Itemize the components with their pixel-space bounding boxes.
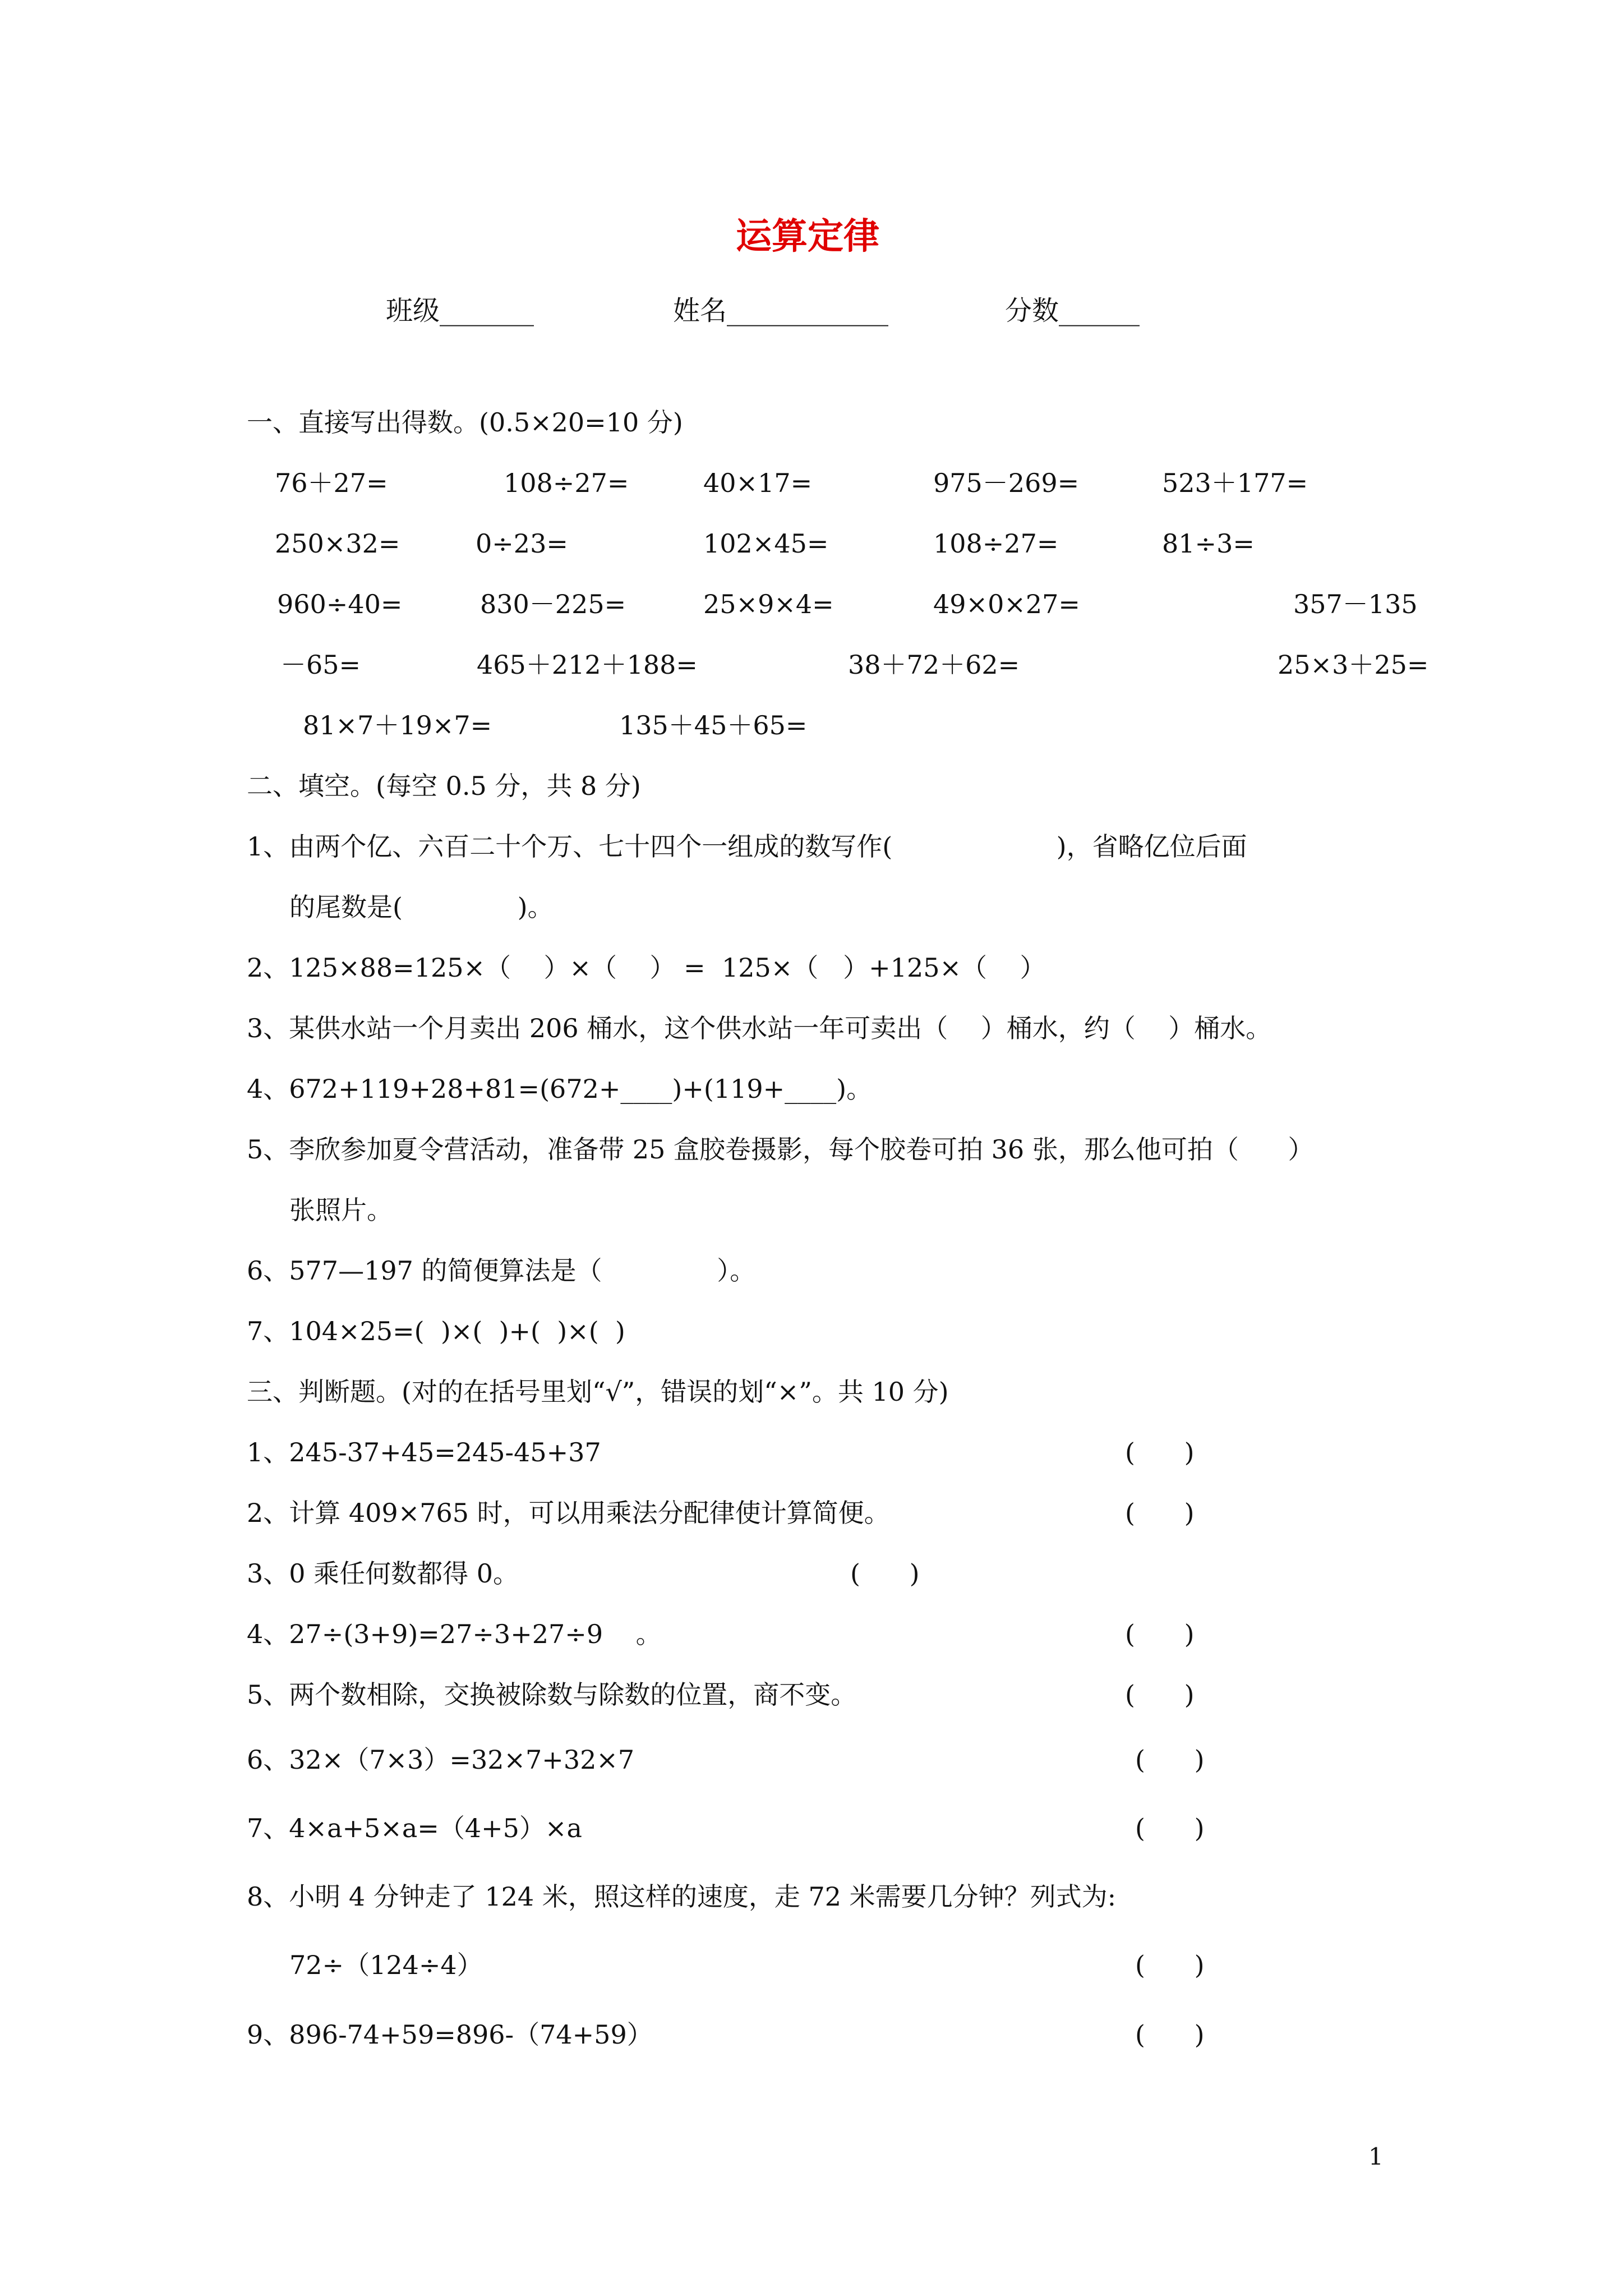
judge-paren: ( )	[850, 1558, 920, 1589]
judge-item: 1、245-37+45=245-45+37	[247, 1437, 601, 1467]
calc-item: 975－269=	[933, 468, 1080, 498]
calc-item: 25×3＋25=	[1278, 650, 1429, 680]
name-field: 姓名____________	[673, 295, 889, 326]
calc-item: 465＋212＋188=	[477, 650, 698, 680]
fill-question: 的尾数是( )。	[289, 892, 554, 922]
section1-heading: 一、直接写出得数。(0.5×20=10 分)	[247, 407, 683, 438]
calc-item: 25×9×4=	[703, 589, 834, 619]
judge-item: 5、两个数相除，交换被除数与除数的位置，商不变。	[247, 1680, 857, 1710]
judge-item: 6、32×（7×3）=32×7+32×7	[247, 1745, 635, 1775]
judge-item: 3、0 乘任何数都得 0。	[247, 1558, 519, 1589]
judge-paren: ( )	[1135, 2019, 1205, 2050]
judge-paren: ( )	[1125, 1498, 1195, 1528]
judge-paren: ( )	[1135, 1745, 1205, 1775]
calc-item: 135＋45＋65=	[619, 710, 808, 740]
judge-paren: ( )	[1135, 1950, 1205, 1980]
fill-question: 张照片。	[289, 1195, 393, 1225]
judge-paren: ( )	[1125, 1619, 1195, 1649]
calc-item: 960÷40=	[277, 589, 403, 619]
class-field: 班级_______	[386, 295, 534, 326]
score-field: 分数______	[1005, 295, 1140, 326]
calc-item: 81÷3=	[1162, 528, 1255, 559]
fill-question: 3、某供水站一个月卖出 206 桶水，这个供水站一年可卖出（ ）桶水，约（ ）桶水。	[247, 1013, 1272, 1043]
calc-item: 81×7＋19×7=	[303, 710, 492, 740]
calc-item: 357－135	[1293, 589, 1418, 619]
judge-paren: ( )	[1125, 1680, 1195, 1710]
judge-paren: ( )	[1125, 1437, 1195, 1467]
page-number: 1	[1368, 2143, 1384, 2170]
fill-question: 2、125×88=125×（ ）×（ ） = 125×（ ）+125×（ ）	[247, 953, 1046, 983]
calc-item: 49×0×27=	[933, 589, 1080, 619]
calc-item: 40×17=	[703, 468, 813, 498]
fill-question: 4、672+119+28+81=(672+____)+(119+____)。	[247, 1074, 873, 1104]
calc-item: 0÷23=	[476, 528, 568, 559]
calc-item: 250×32=	[275, 528, 400, 559]
judge-paren: ( )	[1135, 1813, 1205, 1843]
fill-question: 5、李欣参加夏令营活动，准备带 25 盒胶卷摄影，每个胶卷可拍 36 张，那么他可拍（ ）	[247, 1134, 1314, 1165]
calc-item: 102×45=	[703, 528, 829, 559]
calc-item: 38＋72＋62=	[848, 650, 1020, 680]
calc-item: 76＋27=	[275, 468, 388, 498]
calc-item: 830－225=	[480, 589, 626, 619]
calc-item: －65=	[280, 650, 361, 680]
fill-question: 7、104×25=( )×( )+( )×( )	[247, 1316, 625, 1346]
fill-question: 1、由两个亿、六百二十个万、七十四个一组成的数写作( )，省略亿位后面	[247, 831, 1247, 862]
judge-item: 9、896-74+59=896-（74+59）	[247, 2019, 653, 2050]
judge-item: 72÷（124÷4）	[289, 1950, 483, 1980]
calc-item: 523＋177=	[1162, 468, 1308, 498]
judge-item: 4、27÷(3+9)=27÷3+27÷9 。	[247, 1619, 662, 1649]
judge-item: 7、4×a+5×a=（4+5）×a	[247, 1813, 582, 1843]
fill-question: 6、577—197 的简便算法是（ ）。	[247, 1255, 756, 1286]
calc-item: 108÷27=	[504, 468, 629, 498]
section2-heading: 二、填空。(每空 0.5 分，共 8 分)	[247, 771, 641, 801]
page-title: 运算定律	[736, 215, 879, 257]
judge-item: 8、小明 4 分钟走了 124 米，照这样的速度，走 72 米需要几分钟？列式为:	[247, 1881, 1117, 1912]
calc-item: 108÷27=	[933, 528, 1059, 559]
judge-item: 2、计算 409×765 时，可以用乘法分配律使计算简便。	[247, 1498, 890, 1528]
section3-heading: 三、判断题。(对的在括号里划“√”，错误的划“×”。共 10 分)	[247, 1377, 949, 1407]
